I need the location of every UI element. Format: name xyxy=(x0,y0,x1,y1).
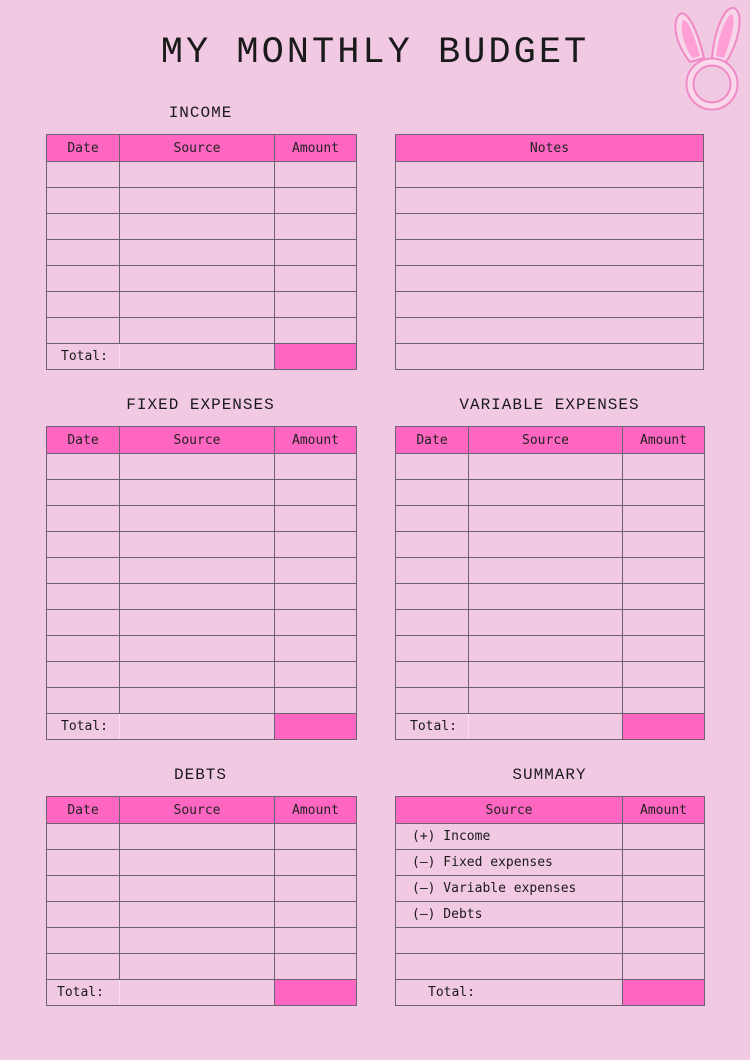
table-row xyxy=(396,506,705,532)
source-cell[interactable] xyxy=(469,662,623,688)
summary-total-label: Total: xyxy=(396,980,623,1006)
total-row xyxy=(396,980,705,1006)
total-row xyxy=(47,714,357,740)
table-row xyxy=(47,292,357,318)
source-cell[interactable] xyxy=(120,584,275,610)
date-cell[interactable] xyxy=(396,454,469,480)
source-cell[interactable] xyxy=(469,610,623,636)
summary-title: SUMMARY xyxy=(512,766,587,784)
date-cell[interactable] xyxy=(47,532,120,558)
date-cell[interactable] xyxy=(47,162,120,188)
table-row xyxy=(47,480,357,506)
source-cell[interactable] xyxy=(120,928,275,954)
table-row xyxy=(47,902,357,928)
income-total-amount[interactable] xyxy=(275,344,357,370)
date-cell[interactable] xyxy=(47,928,120,954)
table-row xyxy=(47,824,357,850)
notes-cell[interactable] xyxy=(396,162,704,188)
date-cell[interactable] xyxy=(47,454,120,480)
source-cell[interactable] xyxy=(469,584,623,610)
fixed-total-amount[interactable] xyxy=(275,714,357,740)
table-row xyxy=(47,532,357,558)
income-title: INCOME xyxy=(168,104,233,122)
table-row xyxy=(396,688,705,714)
notes-cell[interactable] xyxy=(396,318,704,344)
amount-cell[interactable] xyxy=(275,214,357,240)
amount-cell[interactable] xyxy=(623,850,705,876)
notes-table xyxy=(395,134,704,370)
income-table xyxy=(46,134,357,370)
source-cell[interactable] xyxy=(120,850,275,876)
table-row xyxy=(396,532,705,558)
table-row xyxy=(47,240,357,266)
table-row xyxy=(47,636,357,662)
variable-header-amount: Amount xyxy=(623,427,705,454)
amount-cell[interactable] xyxy=(275,266,357,292)
fixed-header-source: Source xyxy=(120,427,275,454)
summary-label[interactable] xyxy=(396,954,623,980)
summary-row-income xyxy=(396,824,705,850)
date-cell[interactable] xyxy=(47,876,120,902)
variable-header-source: Source xyxy=(469,427,623,454)
amount-cell[interactable] xyxy=(623,480,705,506)
date-cell[interactable] xyxy=(47,480,120,506)
debts-table xyxy=(46,796,357,1006)
notes-line xyxy=(396,240,704,266)
table-row xyxy=(47,610,357,636)
notes-cell[interactable] xyxy=(396,214,704,240)
amount-cell[interactable] xyxy=(275,454,357,480)
summary-label: (–) Fixed expenses xyxy=(396,850,623,876)
table-row xyxy=(47,850,357,876)
summary-label: (–) Debts xyxy=(396,902,623,928)
notes-header: Notes xyxy=(396,135,704,162)
source-cell[interactable] xyxy=(120,318,275,344)
date-cell[interactable] xyxy=(47,688,120,714)
source-cell[interactable] xyxy=(120,610,275,636)
date-cell[interactable] xyxy=(47,240,120,266)
table-row xyxy=(47,318,357,344)
date-cell[interactable] xyxy=(47,610,120,636)
amount-cell[interactable] xyxy=(275,584,357,610)
amount-cell[interactable] xyxy=(623,454,705,480)
summary-label: (–) Variable expenses xyxy=(396,876,623,902)
source-cell[interactable] xyxy=(469,688,623,714)
source-cell[interactable] xyxy=(120,240,275,266)
notes-cell[interactable] xyxy=(396,266,704,292)
amount-cell[interactable] xyxy=(623,506,705,532)
amount-cell[interactable] xyxy=(623,532,705,558)
amount-cell[interactable] xyxy=(275,824,357,850)
page-title: MY MONTHLY BUDGET xyxy=(160,32,590,74)
date-cell[interactable] xyxy=(47,292,120,318)
date-cell[interactable] xyxy=(396,584,469,610)
fixed-expenses-table xyxy=(46,426,357,740)
summary-header-source: Source xyxy=(396,797,623,824)
summary-row-debts xyxy=(396,902,705,928)
notes-line xyxy=(396,318,704,344)
source-cell[interactable] xyxy=(469,532,623,558)
date-cell[interactable] xyxy=(47,318,120,344)
variable-total-amount[interactable] xyxy=(623,714,705,740)
date-cell[interactable] xyxy=(396,662,469,688)
amount-cell[interactable] xyxy=(623,636,705,662)
amount-cell[interactable] xyxy=(623,688,705,714)
debts-header-amount: Amount xyxy=(275,797,357,824)
fixed-expenses-title: FIXED EXPENSES xyxy=(126,396,275,414)
total-source-cell xyxy=(120,344,275,370)
summary-row-blank xyxy=(396,954,705,980)
amount-cell[interactable] xyxy=(275,162,357,188)
table-row xyxy=(47,928,357,954)
date-cell[interactable] xyxy=(47,266,120,292)
amount-cell[interactable] xyxy=(275,928,357,954)
summary-total-amount[interactable] xyxy=(623,980,705,1006)
source-cell[interactable] xyxy=(120,480,275,506)
summary-row-variable xyxy=(396,876,705,902)
source-cell[interactable] xyxy=(120,558,275,584)
amount-cell[interactable] xyxy=(275,876,357,902)
summary-row-blank xyxy=(396,928,705,954)
table-row xyxy=(47,688,357,714)
fixed-header-date: Date xyxy=(47,427,120,454)
amount-cell[interactable] xyxy=(275,318,357,344)
source-cell[interactable] xyxy=(469,506,623,532)
amount-cell[interactable] xyxy=(275,558,357,584)
summary-header-amount: Amount xyxy=(623,797,705,824)
table-row xyxy=(47,558,357,584)
source-cell[interactable] xyxy=(120,454,275,480)
amount-cell[interactable] xyxy=(275,954,357,980)
fixed-header-amount: Amount xyxy=(275,427,357,454)
date-cell[interactable] xyxy=(396,558,469,584)
summary-label[interactable] xyxy=(396,928,623,954)
amount-cell[interactable] xyxy=(623,928,705,954)
source-cell[interactable] xyxy=(120,954,275,980)
income-header-date: Date xyxy=(47,135,120,162)
date-cell[interactable] xyxy=(47,584,120,610)
source-cell[interactable] xyxy=(120,824,275,850)
variable-header-date: Date xyxy=(396,427,469,454)
table-row xyxy=(47,876,357,902)
summary-label: (+) Income xyxy=(396,824,623,850)
amount-cell[interactable] xyxy=(275,240,357,266)
date-cell[interactable] xyxy=(396,610,469,636)
table-row xyxy=(47,454,357,480)
source-cell[interactable] xyxy=(469,558,623,584)
source-cell[interactable] xyxy=(120,688,275,714)
amount-cell[interactable] xyxy=(623,558,705,584)
table-row xyxy=(396,610,705,636)
table-row xyxy=(47,954,357,980)
amount-cell[interactable] xyxy=(275,662,357,688)
debts-total-label: Total: xyxy=(47,980,120,1006)
amount-cell[interactable] xyxy=(275,480,357,506)
total-source-cell xyxy=(120,980,275,1006)
amount-cell[interactable] xyxy=(275,532,357,558)
date-cell[interactable] xyxy=(47,188,120,214)
bunny-ears-icon xyxy=(670,2,750,114)
amount-cell[interactable] xyxy=(623,876,705,902)
date-cell[interactable] xyxy=(396,688,469,714)
variable-expenses-table xyxy=(395,426,705,740)
source-cell[interactable] xyxy=(469,454,623,480)
date-cell[interactable] xyxy=(47,954,120,980)
total-row xyxy=(47,980,357,1006)
debts-header-date: Date xyxy=(47,797,120,824)
summary-row-fixed xyxy=(396,850,705,876)
amount-cell[interactable] xyxy=(275,506,357,532)
amount-cell[interactable] xyxy=(623,954,705,980)
table-row xyxy=(396,662,705,688)
total-source-cell xyxy=(120,714,275,740)
date-cell[interactable] xyxy=(47,850,120,876)
source-cell[interactable] xyxy=(120,506,275,532)
amount-cell[interactable] xyxy=(275,688,357,714)
amount-cell[interactable] xyxy=(623,902,705,928)
date-cell[interactable] xyxy=(396,506,469,532)
debts-title: DEBTS xyxy=(173,766,227,784)
notes-cell[interactable] xyxy=(396,292,704,318)
table-row xyxy=(396,636,705,662)
amount-cell[interactable] xyxy=(623,584,705,610)
date-cell[interactable] xyxy=(47,214,120,240)
amount-cell[interactable] xyxy=(275,188,357,214)
source-cell[interactable] xyxy=(120,188,275,214)
amount-cell[interactable] xyxy=(623,662,705,688)
source-cell[interactable] xyxy=(120,532,275,558)
source-cell[interactable] xyxy=(120,662,275,688)
table-row xyxy=(396,480,705,506)
source-cell[interactable] xyxy=(120,292,275,318)
source-cell[interactable] xyxy=(120,902,275,928)
source-cell[interactable] xyxy=(469,636,623,662)
table-row xyxy=(47,662,357,688)
notes-cell[interactable] xyxy=(396,188,704,214)
income-total-label: Total: xyxy=(47,344,120,370)
date-cell[interactable] xyxy=(47,902,120,928)
amount-cell[interactable] xyxy=(623,610,705,636)
table-row xyxy=(47,266,357,292)
notes-line xyxy=(396,162,704,188)
debts-header-source: Source xyxy=(120,797,275,824)
table-row xyxy=(47,214,357,240)
income-header-source: Source xyxy=(120,135,275,162)
date-cell[interactable] xyxy=(47,558,120,584)
notes-line xyxy=(396,292,704,318)
debts-total-amount[interactable] xyxy=(275,980,357,1006)
notes-line xyxy=(396,266,704,292)
notes-cell[interactable] xyxy=(396,344,704,370)
notes-line xyxy=(396,214,704,240)
total-row xyxy=(47,344,357,370)
notes-cell[interactable] xyxy=(396,240,704,266)
table-row xyxy=(396,558,705,584)
table-row xyxy=(47,162,357,188)
source-cell[interactable] xyxy=(120,162,275,188)
source-cell[interactable] xyxy=(120,636,275,662)
fixed-total-label: Total: xyxy=(47,714,120,740)
amount-cell[interactable] xyxy=(275,292,357,318)
date-cell[interactable] xyxy=(47,662,120,688)
date-cell[interactable] xyxy=(47,506,120,532)
amount-cell[interactable] xyxy=(275,850,357,876)
table-row xyxy=(396,454,705,480)
income-header-amount: Amount xyxy=(275,135,357,162)
variable-expenses-title: VARIABLE EXPENSES xyxy=(459,396,640,414)
notes-line xyxy=(396,344,704,370)
summary-table xyxy=(395,796,705,1006)
variable-total-label: Total: xyxy=(396,714,469,740)
table-row xyxy=(47,584,357,610)
date-cell[interactable] xyxy=(47,636,120,662)
date-cell[interactable] xyxy=(396,636,469,662)
table-row xyxy=(396,584,705,610)
source-cell[interactable] xyxy=(120,214,275,240)
source-cell[interactable] xyxy=(120,266,275,292)
amount-cell[interactable] xyxy=(275,610,357,636)
total-source-cell xyxy=(469,714,623,740)
total-row xyxy=(396,714,705,740)
amount-cell[interactable] xyxy=(275,636,357,662)
table-row xyxy=(47,506,357,532)
date-cell[interactable] xyxy=(47,824,120,850)
date-cell[interactable] xyxy=(396,532,469,558)
source-cell[interactable] xyxy=(120,876,275,902)
amount-cell[interactable] xyxy=(275,902,357,928)
amount-cell[interactable] xyxy=(623,824,705,850)
source-cell[interactable] xyxy=(469,480,623,506)
table-row xyxy=(47,188,357,214)
date-cell[interactable] xyxy=(396,480,469,506)
notes-line xyxy=(396,188,704,214)
